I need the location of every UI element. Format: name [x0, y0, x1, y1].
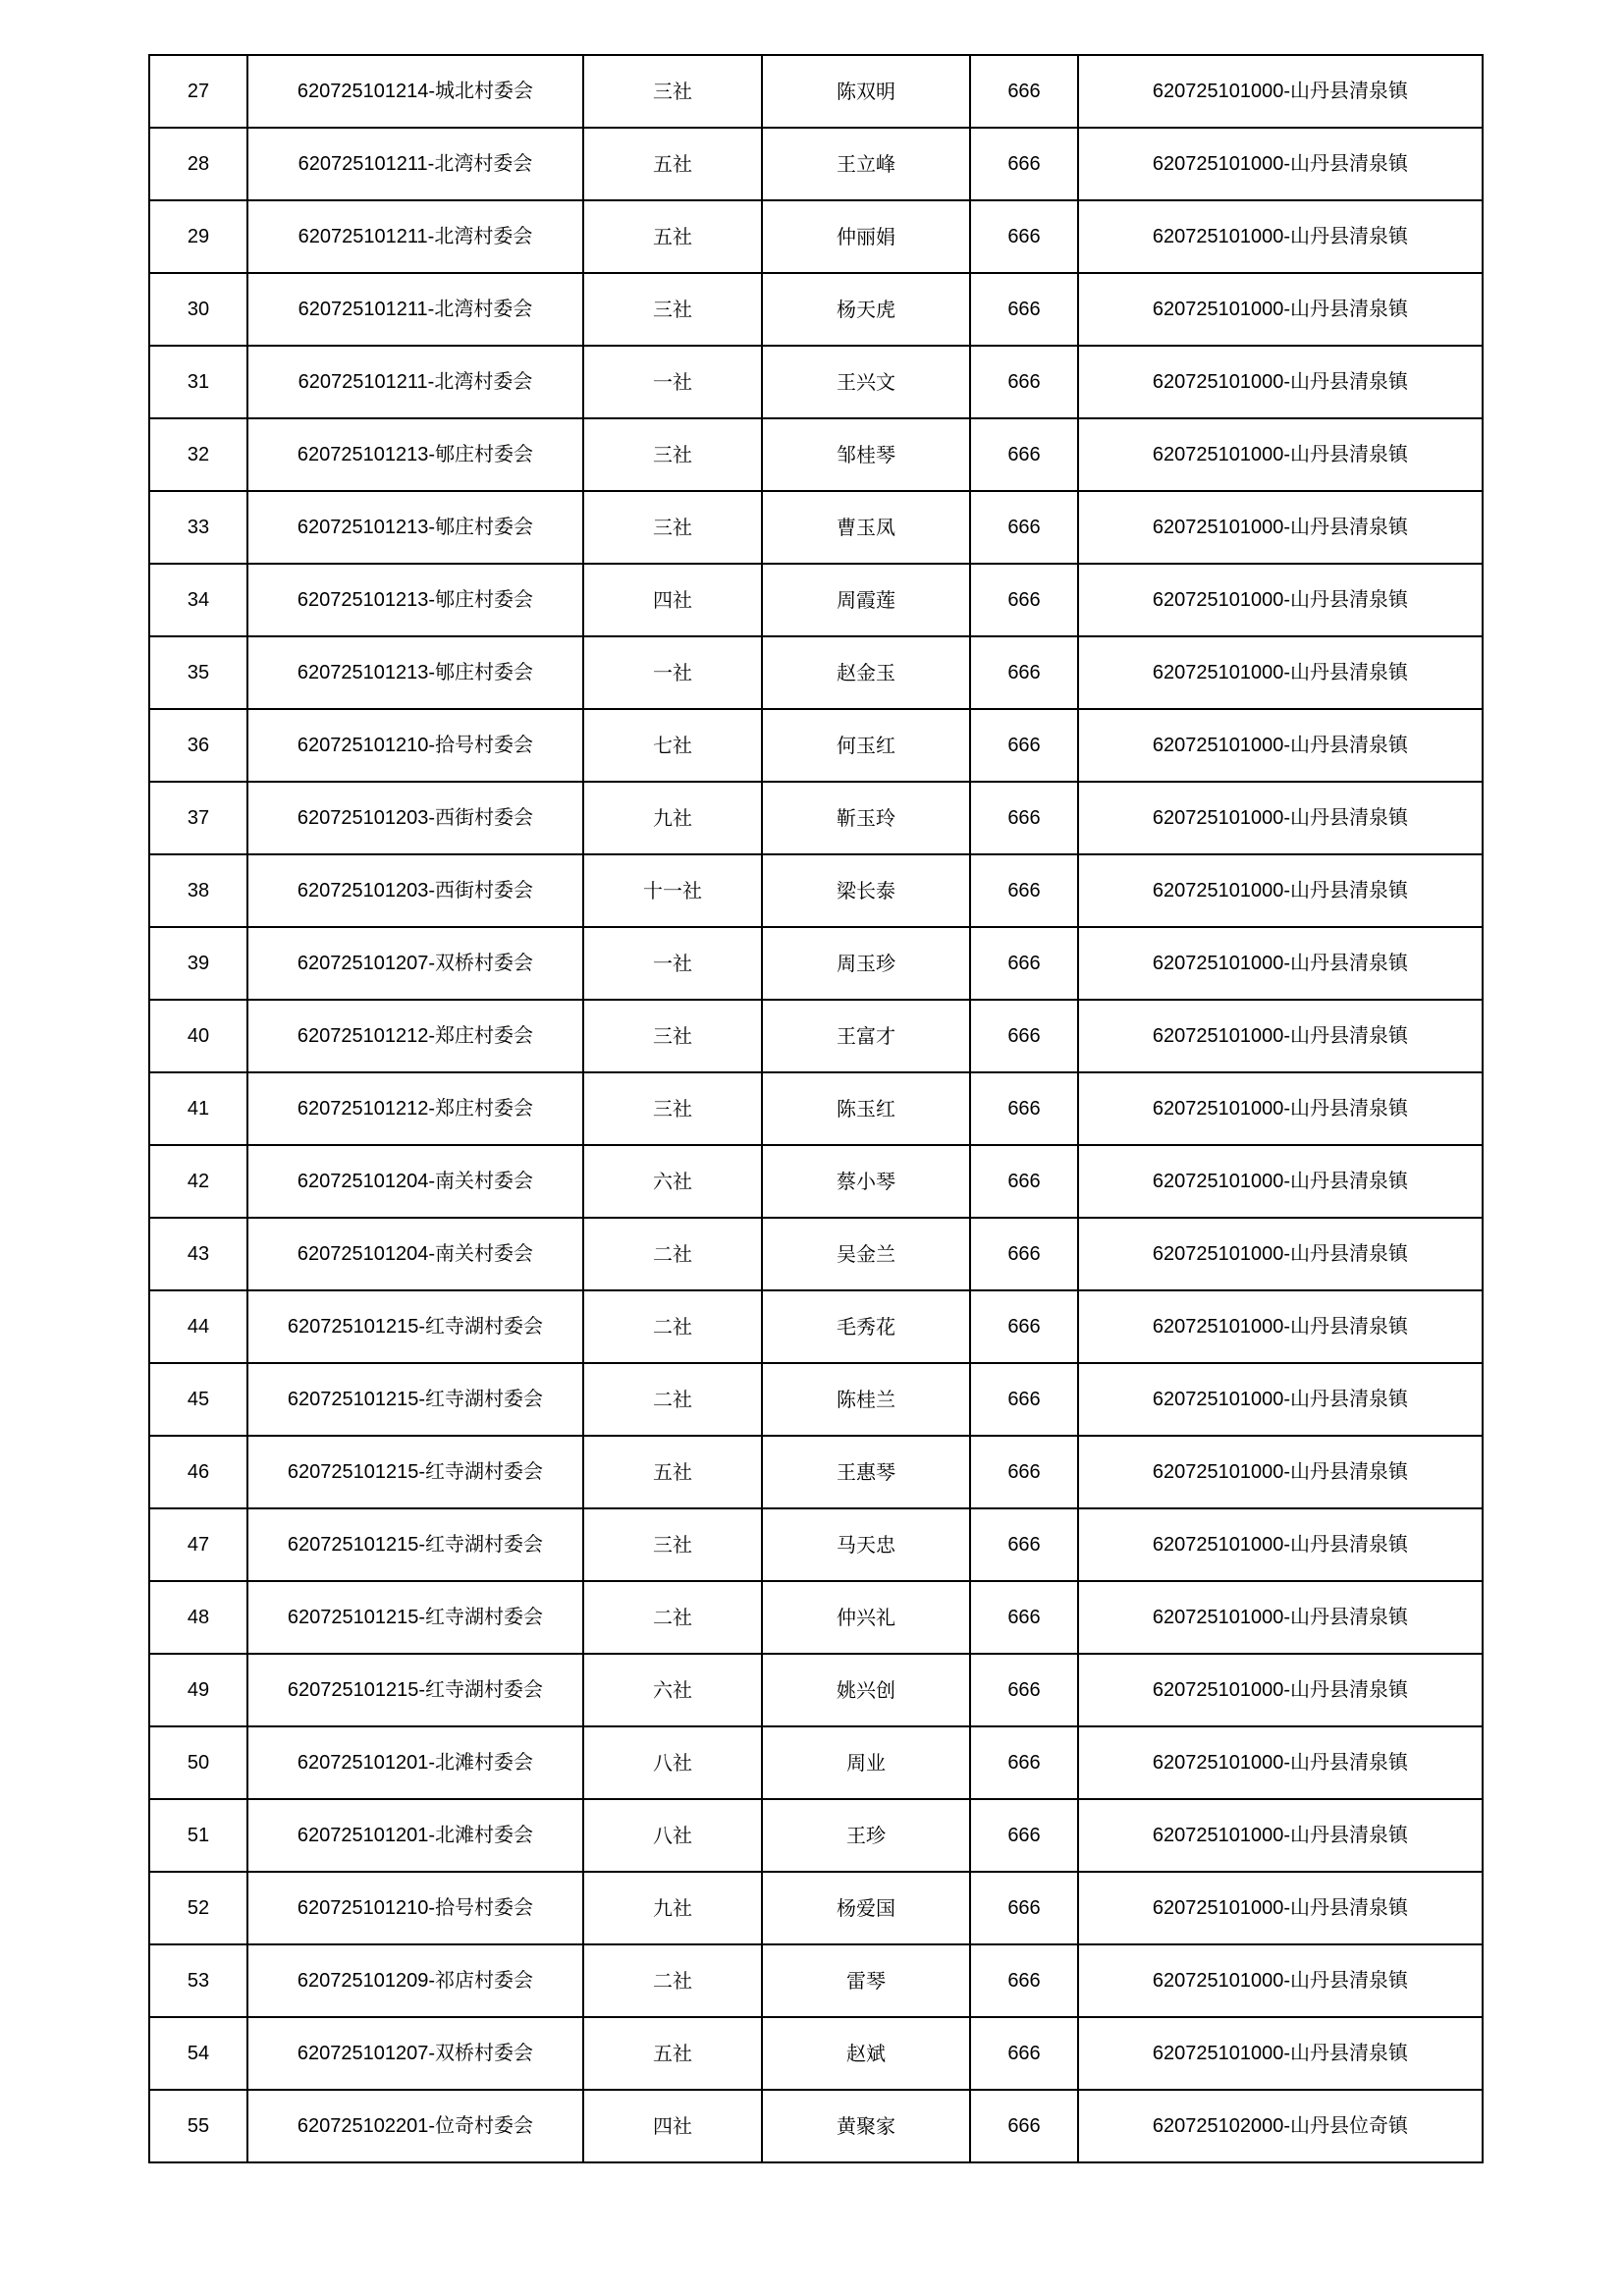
cell-village-group: 五社	[583, 200, 762, 273]
table-row	[149, 1581, 1483, 1654]
cell-person-name: 何玉红	[762, 709, 970, 782]
table-row	[149, 564, 1483, 636]
table-row	[149, 1944, 1483, 2017]
cell-person-name: 周霞莲	[762, 564, 970, 636]
cell-row-number: 28	[149, 128, 247, 200]
table-row	[149, 418, 1483, 491]
cell-amount: 666	[970, 927, 1078, 1000]
cell-row-number: 29	[149, 200, 247, 273]
cell-village-committee: 620725101201-北滩村委会	[247, 1726, 583, 1799]
cell-person-name: 曹玉凤	[762, 491, 970, 564]
cell-person-name: 蔡小琴	[762, 1145, 970, 1218]
cell-village-group: 七社	[583, 709, 762, 782]
cell-amount: 666	[970, 346, 1078, 418]
cell-village-committee: 620725101212-郑庄村委会	[247, 1072, 583, 1145]
cell-village-committee: 620725101203-西街村委会	[247, 782, 583, 854]
cell-township: 620725101000-山丹县清泉镇	[1078, 200, 1483, 273]
cell-township: 620725101000-山丹县清泉镇	[1078, 273, 1483, 346]
cell-township: 620725101000-山丹县清泉镇	[1078, 1218, 1483, 1290]
cell-township: 620725101000-山丹县清泉镇	[1078, 346, 1483, 418]
cell-person-name: 仲丽娟	[762, 200, 970, 273]
cell-amount: 666	[970, 782, 1078, 854]
cell-row-number: 44	[149, 1290, 247, 1363]
cell-village-committee: 620725101211-北湾村委会	[247, 128, 583, 200]
cell-township: 620725101000-山丹县清泉镇	[1078, 1072, 1483, 1145]
cell-village-committee: 620725101204-南关村委会	[247, 1218, 583, 1290]
cell-village-group: 五社	[583, 2017, 762, 2090]
table-row	[149, 491, 1483, 564]
cell-person-name: 王珍	[762, 1799, 970, 1872]
cell-village-group: 六社	[583, 1145, 762, 1218]
cell-amount: 666	[970, 418, 1078, 491]
cell-row-number: 50	[149, 1726, 247, 1799]
cell-village-group: 二社	[583, 1944, 762, 2017]
table-row	[149, 273, 1483, 346]
cell-row-number: 45	[149, 1363, 247, 1436]
cell-amount: 666	[970, 1072, 1078, 1145]
cell-amount: 666	[970, 1581, 1078, 1654]
cell-amount: 666	[970, 1145, 1078, 1218]
cell-township: 620725101000-山丹县清泉镇	[1078, 1799, 1483, 1872]
cell-amount: 666	[970, 1508, 1078, 1581]
cell-village-committee: 620725101215-红寺湖村委会	[247, 1290, 583, 1363]
cell-village-committee: 620725101211-北湾村委会	[247, 200, 583, 273]
cell-township: 620725101000-山丹县清泉镇	[1078, 854, 1483, 927]
cell-amount: 666	[970, 273, 1078, 346]
cell-village-group: 二社	[583, 1218, 762, 1290]
cell-village-group: 二社	[583, 1290, 762, 1363]
cell-village-group: 一社	[583, 636, 762, 709]
cell-village-group: 九社	[583, 782, 762, 854]
cell-village-committee: 620725101212-郑庄村委会	[247, 1000, 583, 1072]
table-row	[149, 1290, 1483, 1363]
cell-person-name: 陈双明	[762, 55, 970, 128]
cell-amount: 666	[970, 1436, 1078, 1508]
cell-village-committee: 620725101211-北湾村委会	[247, 346, 583, 418]
cell-village-committee: 620725101213-郇庄村委会	[247, 564, 583, 636]
cell-person-name: 陈玉红	[762, 1072, 970, 1145]
cell-amount: 666	[970, 1944, 1078, 2017]
cell-village-group: 三社	[583, 273, 762, 346]
cell-village-group: 四社	[583, 2090, 762, 2162]
cell-amount: 666	[970, 1872, 1078, 1944]
cell-township: 620725101000-山丹县清泉镇	[1078, 1872, 1483, 1944]
cell-township: 620725101000-山丹县清泉镇	[1078, 1363, 1483, 1436]
cell-township: 620725101000-山丹县清泉镇	[1078, 418, 1483, 491]
cell-village-group: 六社	[583, 1654, 762, 1726]
cell-village-group: 四社	[583, 564, 762, 636]
cell-township: 620725102000-山丹县位奇镇	[1078, 2090, 1483, 2162]
cell-village-group: 八社	[583, 1726, 762, 1799]
cell-amount: 666	[970, 128, 1078, 200]
cell-village-group: 一社	[583, 346, 762, 418]
cell-row-number: 27	[149, 55, 247, 128]
cell-person-name: 周业	[762, 1726, 970, 1799]
table-row	[149, 200, 1483, 273]
cell-village-committee: 620725101213-郇庄村委会	[247, 418, 583, 491]
table-row	[149, 1508, 1483, 1581]
cell-row-number: 39	[149, 927, 247, 1000]
cell-township: 620725101000-山丹县清泉镇	[1078, 1944, 1483, 2017]
table-row	[149, 1000, 1483, 1072]
cell-village-group: 二社	[583, 1581, 762, 1654]
cell-person-name: 杨爱国	[762, 1872, 970, 1944]
cell-village-committee: 620725101215-红寺湖村委会	[247, 1436, 583, 1508]
cell-row-number: 51	[149, 1799, 247, 1872]
cell-row-number: 49	[149, 1654, 247, 1726]
cell-township: 620725101000-山丹县清泉镇	[1078, 1581, 1483, 1654]
table-row	[149, 1145, 1483, 1218]
cell-row-number: 40	[149, 1000, 247, 1072]
cell-person-name: 王兴文	[762, 346, 970, 418]
cell-village-committee: 620725101215-红寺湖村委会	[247, 1654, 583, 1726]
cell-village-committee: 620725101211-北湾村委会	[247, 273, 583, 346]
cell-row-number: 33	[149, 491, 247, 564]
cell-township: 620725101000-山丹县清泉镇	[1078, 1145, 1483, 1218]
cell-person-name: 赵斌	[762, 2017, 970, 2090]
cell-township: 620725101000-山丹县清泉镇	[1078, 1654, 1483, 1726]
cell-row-number: 35	[149, 636, 247, 709]
cell-village-committee: 620725101213-郇庄村委会	[247, 636, 583, 709]
table-row	[149, 1218, 1483, 1290]
cell-village-committee: 620725101204-南关村委会	[247, 1145, 583, 1218]
cell-person-name: 黄聚家	[762, 2090, 970, 2162]
cell-row-number: 55	[149, 2090, 247, 2162]
cell-township: 620725101000-山丹县清泉镇	[1078, 1290, 1483, 1363]
cell-village-group: 十一社	[583, 854, 762, 927]
cell-amount: 666	[970, 491, 1078, 564]
cell-village-committee: 620725101215-红寺湖村委会	[247, 1508, 583, 1581]
cell-person-name: 王惠琴	[762, 1436, 970, 1508]
cell-township: 620725101000-山丹县清泉镇	[1078, 709, 1483, 782]
cell-row-number: 41	[149, 1072, 247, 1145]
cell-amount: 666	[970, 1726, 1078, 1799]
cell-row-number: 31	[149, 346, 247, 418]
cell-village-committee: 620725101201-北滩村委会	[247, 1799, 583, 1872]
cell-village-group: 五社	[583, 1436, 762, 1508]
cell-township: 620725101000-山丹县清泉镇	[1078, 55, 1483, 128]
cell-person-name: 邹桂琴	[762, 418, 970, 491]
cell-village-committee: 620725101213-郇庄村委会	[247, 491, 583, 564]
table-row	[149, 782, 1483, 854]
cell-row-number: 43	[149, 1218, 247, 1290]
cell-amount: 666	[970, 1799, 1078, 1872]
cell-village-group: 三社	[583, 1072, 762, 1145]
cell-township: 620725101000-山丹县清泉镇	[1078, 1726, 1483, 1799]
cell-row-number: 32	[149, 418, 247, 491]
cell-row-number: 54	[149, 2017, 247, 2090]
cell-village-group: 八社	[583, 1799, 762, 1872]
roster-table	[148, 54, 1484, 2163]
cell-village-committee: 620725101215-红寺湖村委会	[247, 1581, 583, 1654]
cell-township: 620725101000-山丹县清泉镇	[1078, 128, 1483, 200]
cell-row-number: 52	[149, 1872, 247, 1944]
cell-village-committee: 620725101203-西街村委会	[247, 854, 583, 927]
cell-village-committee: 620725101214-城北村委会	[247, 55, 583, 128]
cell-village-committee: 620725102201-位奇村委会	[247, 2090, 583, 2162]
cell-village-committee: 620725101210-拾号村委会	[247, 709, 583, 782]
cell-amount: 666	[970, 636, 1078, 709]
cell-person-name: 王立峰	[762, 128, 970, 200]
cell-township: 620725101000-山丹县清泉镇	[1078, 782, 1483, 854]
cell-amount: 666	[970, 709, 1078, 782]
cell-amount: 666	[970, 2090, 1078, 2162]
cell-person-name: 王富才	[762, 1000, 970, 1072]
cell-village-group: 三社	[583, 1508, 762, 1581]
cell-village-group: 三社	[583, 55, 762, 128]
table-row	[149, 709, 1483, 782]
cell-person-name: 毛秀花	[762, 1290, 970, 1363]
cell-township: 620725101000-山丹县清泉镇	[1078, 1436, 1483, 1508]
cell-row-number: 48	[149, 1581, 247, 1654]
cell-township: 620725101000-山丹县清泉镇	[1078, 2017, 1483, 2090]
cell-amount: 666	[970, 1218, 1078, 1290]
cell-row-number: 47	[149, 1508, 247, 1581]
table-row	[149, 636, 1483, 709]
cell-row-number: 34	[149, 564, 247, 636]
cell-amount: 666	[970, 1654, 1078, 1726]
cell-person-name: 姚兴创	[762, 1654, 970, 1726]
cell-person-name: 杨天虎	[762, 273, 970, 346]
table-row	[149, 1436, 1483, 1508]
cell-amount: 666	[970, 854, 1078, 927]
table-row	[149, 1363, 1483, 1436]
table-row	[149, 927, 1483, 1000]
table-row	[149, 1872, 1483, 1944]
cell-row-number: 37	[149, 782, 247, 854]
cell-village-group: 九社	[583, 1872, 762, 1944]
table-row	[149, 55, 1483, 128]
cell-person-name: 马天忠	[762, 1508, 970, 1581]
cell-person-name: 靳玉玲	[762, 782, 970, 854]
cell-amount: 666	[970, 564, 1078, 636]
cell-person-name: 梁长泰	[762, 854, 970, 927]
cell-row-number: 46	[149, 1436, 247, 1508]
table-row	[149, 854, 1483, 927]
cell-village-group: 三社	[583, 418, 762, 491]
cell-township: 620725101000-山丹县清泉镇	[1078, 636, 1483, 709]
cell-amount: 666	[970, 200, 1078, 273]
table-row	[149, 1654, 1483, 1726]
cell-village-committee: 620725101207-双桥村委会	[247, 927, 583, 1000]
cell-village-group: 二社	[583, 1363, 762, 1436]
cell-village-group: 五社	[583, 128, 762, 200]
cell-person-name: 赵金玉	[762, 636, 970, 709]
cell-village-committee: 620725101207-双桥村委会	[247, 2017, 583, 2090]
cell-person-name: 雷琴	[762, 1944, 970, 2017]
cell-person-name: 仲兴礼	[762, 1581, 970, 1654]
cell-village-committee: 620725101210-拾号村委会	[247, 1872, 583, 1944]
cell-township: 620725101000-山丹县清泉镇	[1078, 564, 1483, 636]
table-row	[149, 2090, 1483, 2162]
cell-village-committee: 620725101215-红寺湖村委会	[247, 1363, 583, 1436]
cell-amount: 666	[970, 55, 1078, 128]
cell-row-number: 38	[149, 854, 247, 927]
cell-village-group: 三社	[583, 491, 762, 564]
table-row	[149, 2017, 1483, 2090]
cell-village-group: 三社	[583, 1000, 762, 1072]
cell-person-name: 周玉珍	[762, 927, 970, 1000]
cell-row-number: 53	[149, 1944, 247, 2017]
table-row	[149, 1726, 1483, 1799]
cell-village-group: 一社	[583, 927, 762, 1000]
table-row	[149, 1799, 1483, 1872]
cell-row-number: 30	[149, 273, 247, 346]
cell-amount: 666	[970, 2017, 1078, 2090]
cell-amount: 666	[970, 1000, 1078, 1072]
cell-row-number: 42	[149, 1145, 247, 1218]
cell-township: 620725101000-山丹县清泉镇	[1078, 1508, 1483, 1581]
cell-township: 620725101000-山丹县清泉镇	[1078, 1000, 1483, 1072]
table-row	[149, 128, 1483, 200]
table-row	[149, 346, 1483, 418]
cell-amount: 666	[970, 1290, 1078, 1363]
cell-amount: 666	[970, 1363, 1078, 1436]
cell-village-committee: 620725101209-祁店村委会	[247, 1944, 583, 2017]
table-row	[149, 1072, 1483, 1145]
cell-person-name: 吴金兰	[762, 1218, 970, 1290]
cell-row-number: 36	[149, 709, 247, 782]
roster-table-body	[149, 55, 1483, 2162]
cell-township: 620725101000-山丹县清泉镇	[1078, 927, 1483, 1000]
cell-person-name: 陈桂兰	[762, 1363, 970, 1436]
cell-township: 620725101000-山丹县清泉镇	[1078, 491, 1483, 564]
